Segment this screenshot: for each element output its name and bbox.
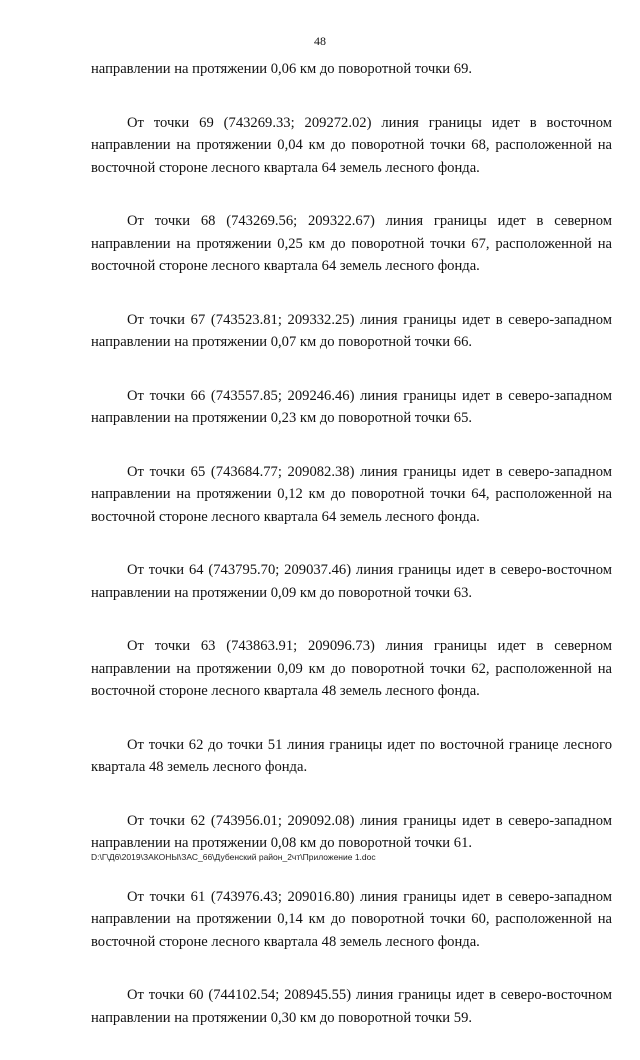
- page-number: 48: [314, 34, 326, 48]
- paragraph-point-65: От точки 65 (743684.77; 209082.38) линия границы идет в северо-западном направлении на протяжении 0,12 км до поворотной точки 64, расположенной на восточной стороне лесного квартала 64 земель лесного фонда.: [91, 463, 612, 525]
- paragraph-point-67: От точки 67 (743523.81; 209332.25) линия границы идет в северо-западном направлении на протяжении 0,07 км до поворотной точки 66.: [91, 311, 612, 350]
- paragraph-point-63: От точки 63 (743863.91; 209096.73) линия границы идет в северном направлении на протяжении 0,09 км до поворотной точки 62, расположенной на восточной стороне лесного квартала 48 земель лесного фонда.: [91, 638, 612, 699]
- footer-file-path: D:\Г\Д6\2019\ЗАКОНЫ\ЗАС_66\Дубенский район_2чт\Приложение 1.doc: [91, 852, 376, 862]
- paragraph-point-61: От точки 61 (743976.43; 209016.80) линия границы идет в северо-западном направлении на протяжении 0,14 км до поворотной точки 60, расположенной на восточной стороне лесного квартала 48 земель лесного фонда.: [91, 888, 612, 950]
- paragraph-point-64: От точки 64 (743795.70; 209037.46) линия границы идет в северо-восточном направлении на протяжении 0,09 км до поворотной точки 63.: [91, 562, 612, 601]
- paragraph-continuation: направлении на протяжении 0,06 км до поворотной точки 69.: [91, 61, 473, 77]
- paragraph-point-69: От точки 69 (743269.33; 209272.02) линия границы идет в восточном направлении на протяжении 0,04 км до поворотной точки 68, расположенной на восточной стороне лесного квартала 64 земель лесного фонда.: [91, 114, 612, 176]
- paragraph-point-60: От точки 60 (744102.54; 208945.55) линия границы идет в северо-восточном направлении на протяжении 0,30 км до поворотной точки 59.: [91, 987, 612, 1026]
- paragraph-point-68: От точки 68 (743269.56; 209322.67) линия границы идет в северном направлении на протяжении 0,25 км до поворотной точки 67, расположенной на восточной стороне лесного квартала 64 земель лесного фонда.: [91, 213, 612, 274]
- paragraph-point-62: От точки 62 (743956.01; 209092.08) линия границы идет в северо-западном направлении на протяжении 0,08 км до поворотной точки 61.: [91, 812, 612, 851]
- paragraph-point-66: От точки 66 (743557.85; 209246.46) линия границы идет в северо-западном направлении на протяжении 0,23 км до поворотной точки 65.: [91, 387, 612, 426]
- document-body: [91, 58, 612, 1060]
- paragraph-point-62-to-51: От точки 62 до точки 51 линия границы идет по восточной границе лесного квартала 48 земель лесного фонда.: [91, 736, 612, 775]
